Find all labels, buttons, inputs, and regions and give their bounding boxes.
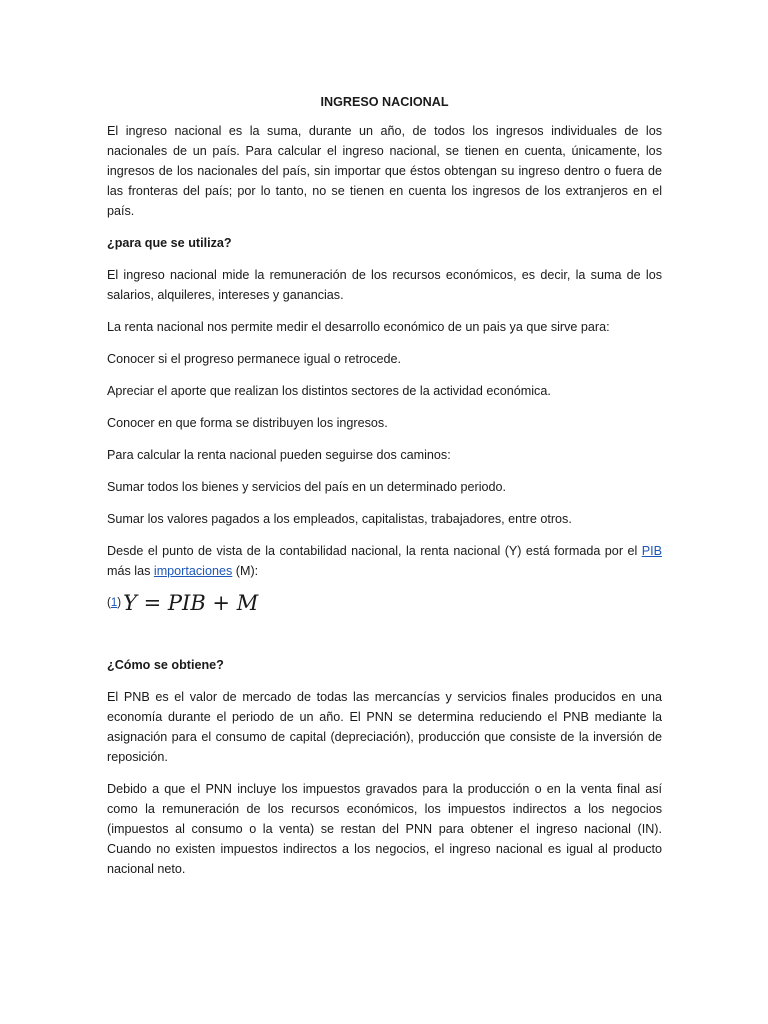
paragraph-contabilidad-text-middle: más las [107,564,154,578]
paragraph-sumar-valores: Sumar los valores pagados a los empleados, capitalistas, trabajadores, entre otros. [107,512,572,526]
paragraph-pnn: Debido a que el PNN incluye los impuestos gravados para la producción o en la venta final así como la remuneración de los recursos económicos, los impuestos indirectos a los negocios (impuestos al consumo o la venta) se restan del PNN para obtener el ingreso nacional (IN). Cuando no existen impuestos indirectos a los negocios, el ingreso nacional es igual al producto nacional neto. [107,782,662,876]
paragraph-dos-caminos: Para calcular la renta nacional pueden seguirse dos caminos: [107,448,451,462]
paragraph-renta-nacional: La renta nacional nos permite medir el desarrollo económico de un pais ya que sirve para: [107,320,610,334]
heading-como-se-obtiene: ¿Cómo se obtiene? [107,658,224,672]
paragraph-pnb: El PNB es el valor de mercado de todas las mercancías y servicios finales producidos en una economía durante el periodo de un año. El PNN se determina reduciendo el PNB mediante la asignación para el consumo de capital (depreciación), producción que consiste de la inversión de reposición. [107,690,662,764]
formula-renta-nacional [107,587,662,615]
formula-equation: Y = PIB + M [123,591,259,615]
paragraph-contabilidad-text-before: Desde el punto de vista de la contabilidad nacional, la renta nacional (Y) está formada por el [107,544,642,558]
paragraph-conocer-distribucion: Conocer en que forma se distribuyen los ingresos. [107,416,388,430]
formula-reference-link[interactable]: 1 [110,597,118,609]
paragraph-mide-remuneracion: El ingreso nacional mide la remuneración de los recursos económicos, es decir, la suma de los salarios, alquileres, intereses y ganancias. [107,268,662,302]
formula-ref-close: ) [117,597,122,609]
formula-reference [107,593,121,613]
heading-para-que-se-utiliza: ¿para que se utiliza? [107,236,232,250]
document-title: INGRESO NACIONAL [320,95,449,109]
paragraph-contabilidad-text-after: (M): [232,564,259,578]
paragraph-sumar-bienes: Sumar todos los bienes y servicios del país en un determinado periodo. [107,480,507,494]
paragraph-definition: El ingreso nacional es la suma, durante un año, de todos los ingresos individuales de los nacionales de un país. Para calcular el ingreso nacional, se tienen en cuenta, únicamente, los ingresos de los nacionales del país, sin importar que éstos obtengan su ingreso dentro o fuera de las fronteras del país; por lo tanto, no se tienen en cuenta los ingresos de los extranjeros en el país. [107,124,662,218]
link-pib[interactable]: PIB [641,544,662,558]
link-importaciones[interactable]: importaciones [153,564,233,578]
paragraph-conocer-progreso: Conocer si el progreso permanece igual o retrocede. [107,352,402,366]
formula-ref-open: ( [107,597,111,609]
document-body [107,92,662,891]
paragraph-apreciar-aporte: Apreciar el aporte que realizan los distintos sectores de la actividad económica. [107,384,551,398]
paragraph-contabilidad-nacional [107,541,662,581]
